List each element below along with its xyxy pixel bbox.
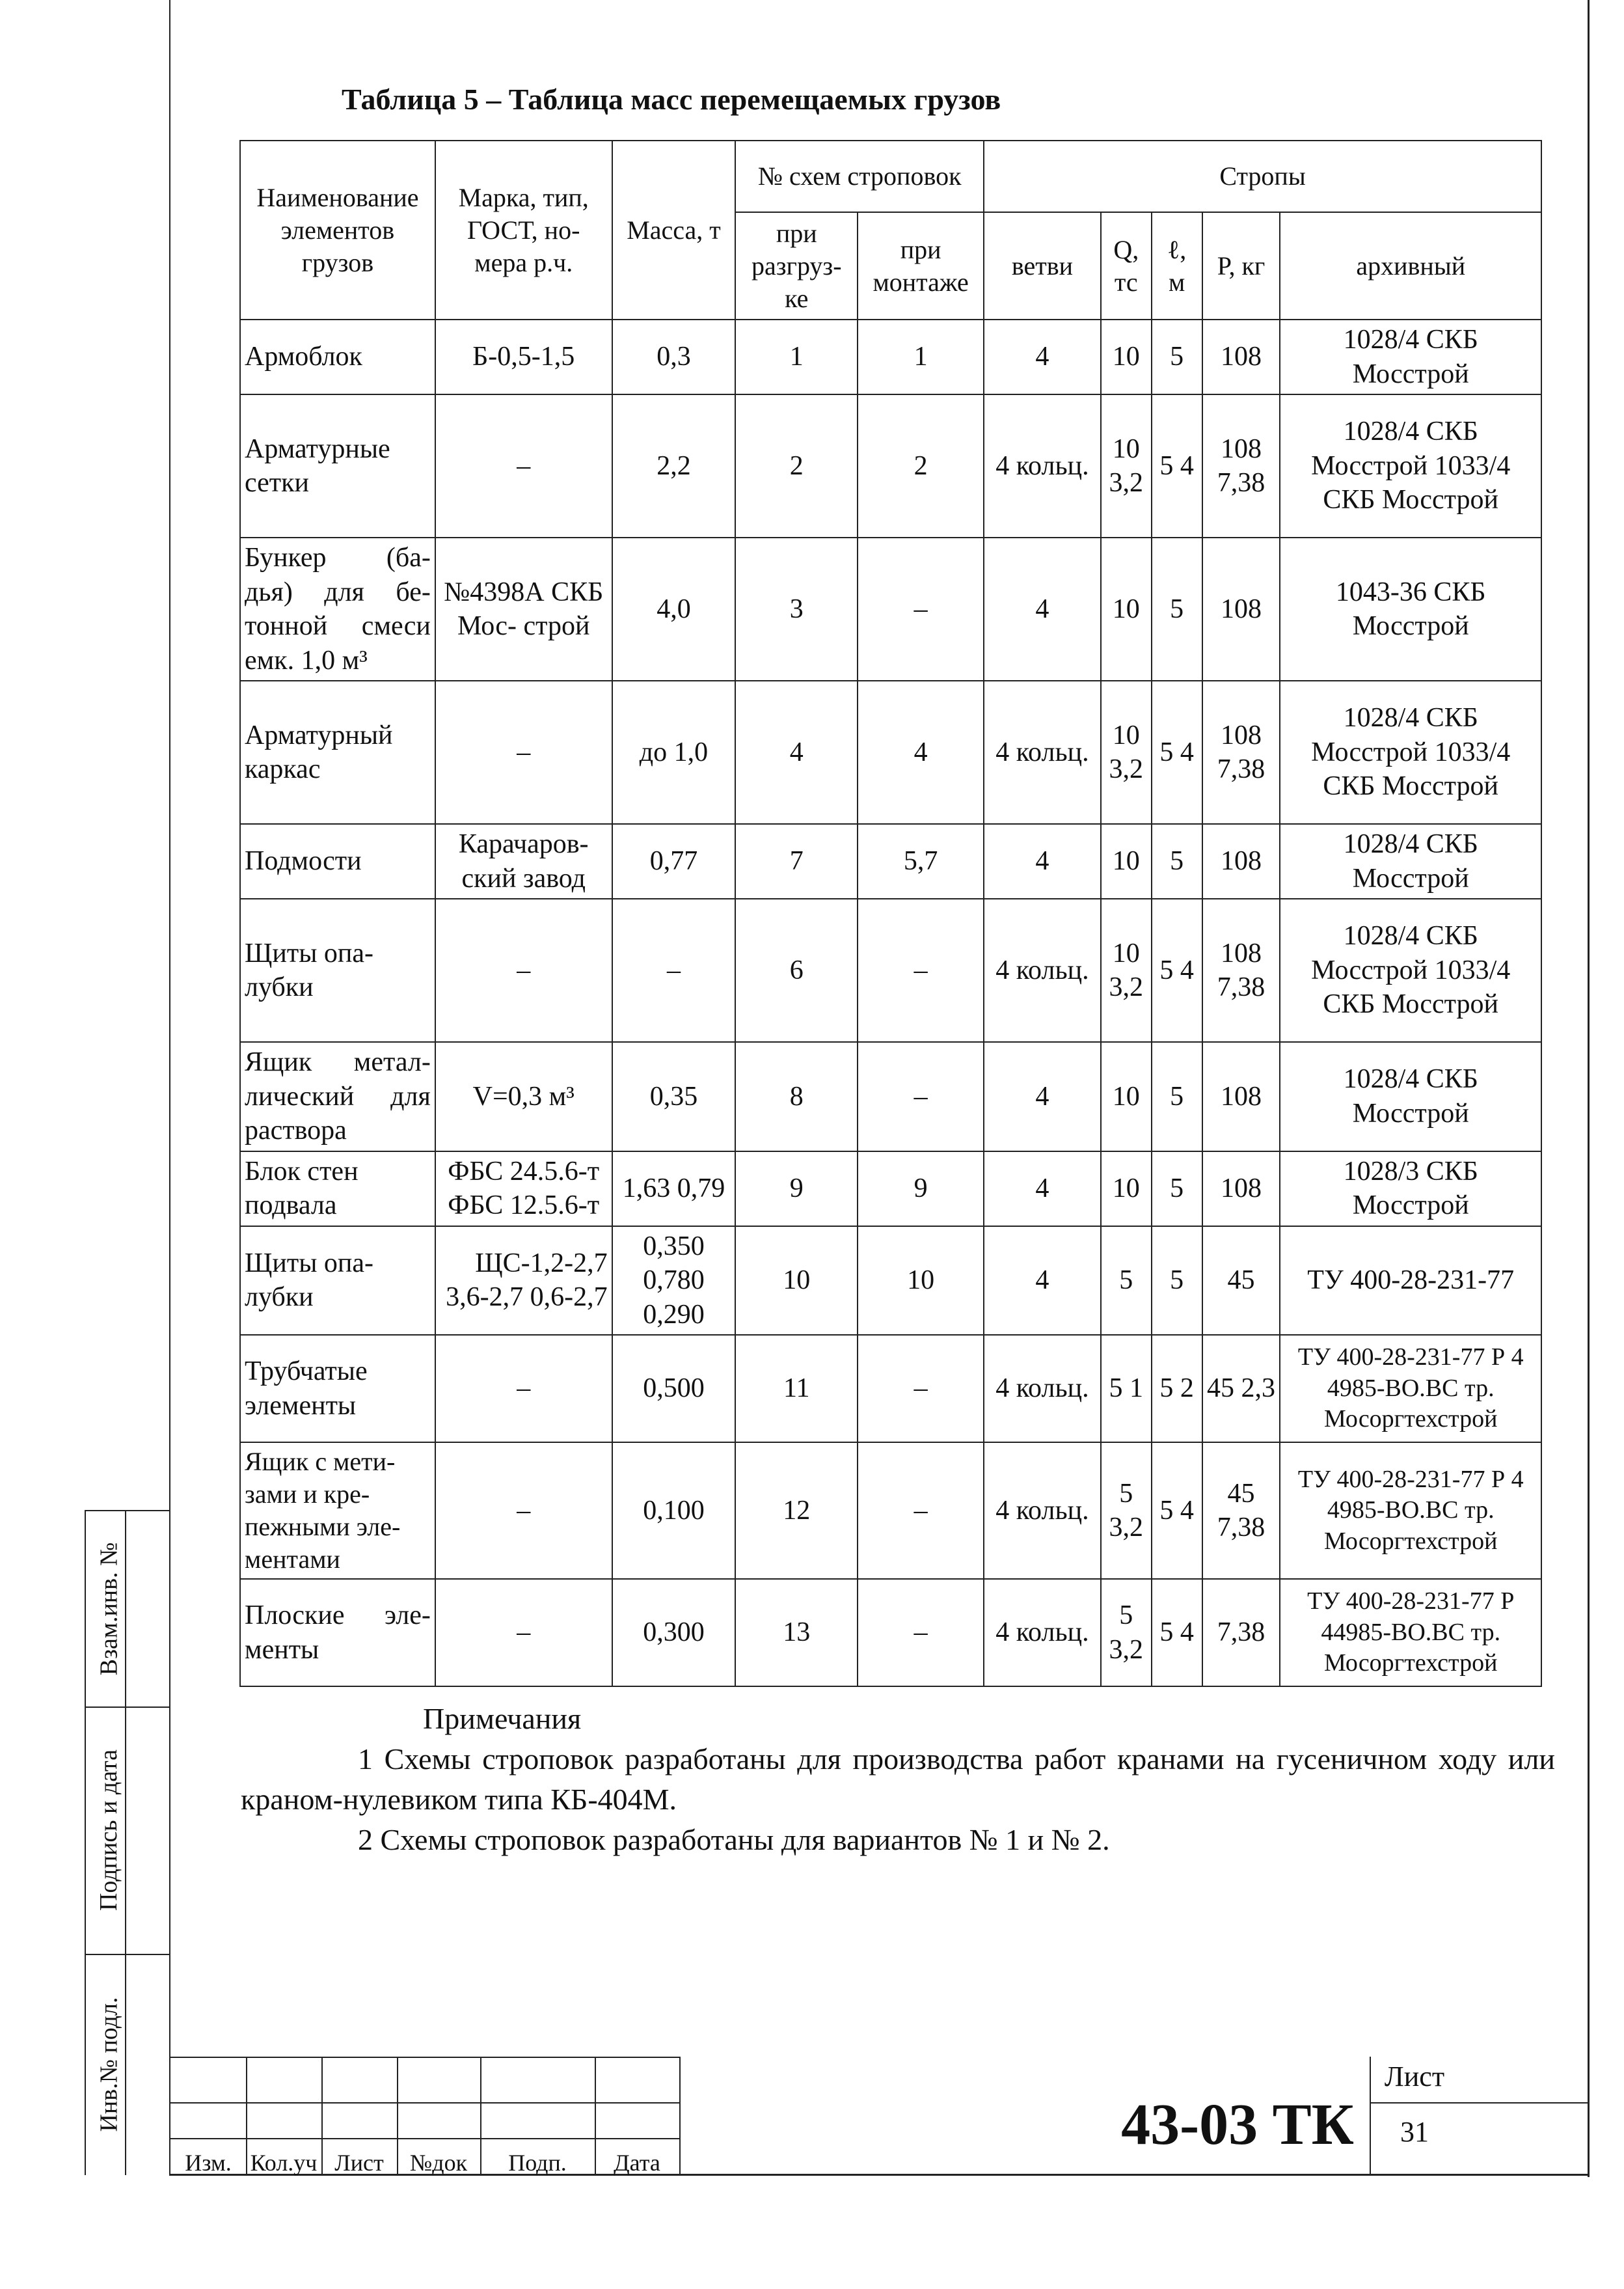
side-approval-strip: [85, 1510, 170, 2175]
loads-table: [239, 140, 1542, 1687]
table-row: Трубчатые элементы – 0,500 11 – 4 кольц. 5 1 5 2 45 2,3 ТУ 400-28-231-77 Р 4 4985-ВО.ВС тр. Мосоргтехстрой: [240, 1335, 1541, 1442]
table-row: Ящик метал- лический для раствора V=0,3 м³ 0,35 8 – 4 10 5 108 1028/4 СКБ Мосстрой: [240, 1042, 1541, 1151]
header-name: Наименование элементов грузов: [240, 141, 435, 320]
table-row: Плоские эле- менты – 0,300 13 – 4 кольц. 5 3,2 5 4 7,38 ТУ 400-28-231-77 Р 44985-ВО.ВС тр. Мосоргтехстрой: [240, 1579, 1541, 1686]
note-2: 2 Схемы строповок разработаны для вариантов № 1 и № 2.: [358, 1823, 1110, 1857]
header-mass: Масса, т: [612, 141, 736, 320]
document-code: 43-03 ТК: [1121, 2092, 1354, 2157]
title-block-stamp: [170, 2057, 1588, 2174]
table-row: Щиты опа- лубки – – 6 – 4 кольц. 10 3,2 5 4 108 7,38 1028/4 СКБ Мосстрой 1033/4 СКБ Мосстрой: [240, 899, 1541, 1042]
table-row: Арматурный каркас – до 1,0 4 4 4 кольц. 10 3,2 5 4 108 7,38 1028/4 СКБ Мосстрой 1033/4 СКБ Мосстрой: [240, 681, 1541, 824]
sheet-label: Лист: [1384, 2061, 1445, 2092]
side-label-inv-podl: Инв.№ подл.: [95, 1997, 123, 2132]
header-archive: архивный: [1280, 212, 1541, 320]
table-row: Армоблок Б-0,5-1,5 0,3 1 1 4 10 5 108 1028/4 СКБ Мосстрой: [240, 320, 1541, 394]
stamp-data: Дата: [614, 2150, 660, 2176]
notes-heading: Примечания: [423, 1702, 582, 1735]
stamp-ndok: №док: [409, 2150, 468, 2176]
note-1: 1 Схемы строповок разработаны для производства работ кранами на гусеничном ходу или краном-нулевиком типа КБ-404М.: [241, 1742, 1555, 1816]
notes-section: [241, 1699, 1555, 1860]
header-q: Q, тс: [1101, 212, 1152, 320]
table-row: Арматурные сетки – 2,2 2 2 4 кольц. 10 3,2 5 4 108 7,38 1028/4 СКБ Мосстрой 1033/4 СКБ Мосстрой: [240, 394, 1541, 538]
side-label-vzam: Взам.инв. №: [95, 1542, 123, 1676]
stamp-izm: Изм.: [185, 2150, 232, 2176]
table-row: Подмости Карачаров- ский завод 0,77 7 5,7 4 10 5 108 1028/4 СКБ Мосстрой: [240, 824, 1541, 899]
header-schemes: № схем строповок: [735, 141, 984, 212]
table-row: Щиты опа- лубки ЩС-1,2-2,7 3,6-2,7 0,6-2,7 0,350 0,780 0,290 10 10 4 5 5 45 ТУ 400-28-231-77: [240, 1226, 1541, 1336]
header-slings: Стропы: [984, 141, 1541, 212]
header-mark: Марка, тип, ГОСТ, но- мера р.ч.: [435, 141, 612, 320]
table-row: Блок стен подвала ФБС 24.5.6-т ФБС 12.5.6-т 1,63 0,79 9 9 4 10 5 108 1028/3 СКБ Мосстрой: [240, 1151, 1541, 1226]
table-title: Таблица 5 – Таблица масс перемещаемых грузов: [342, 83, 1001, 116]
header-l: ℓ, м: [1152, 212, 1202, 320]
sheet-number: 31: [1400, 2116, 1429, 2148]
header-p: P, кг: [1202, 212, 1280, 320]
stamp-kol: Кол.уч: [250, 2150, 318, 2176]
header-branches: ветви: [984, 212, 1101, 320]
header-mount: при монтаже: [858, 212, 984, 320]
table-row: Ящик с мети- зами и кре- пежными эле- ментами – 0,100 12 – 4 кольц. 5 3,2 5 4 45 7,38 ТУ 400-28-231-77 Р 4 4985-ВО.ВС тр. Мосоргтехстрой: [240, 1442, 1541, 1579]
frame-right-border: [1588, 0, 1590, 2177]
side-label-podpis: Подпись и дата: [95, 1749, 123, 1912]
stamp-list: Лист: [334, 2150, 384, 2176]
table-row: Бункер (ба- дья) для бе- тонной смеси емк. 1,0 м³ №4398А СКБ Мос- строй 4,0 3 – 4 10 5 108 1043-36 СКБ Мосстрой: [240, 538, 1541, 681]
stamp-podp: Подп.: [508, 2150, 567, 2176]
header-unload: при разгруз- ке: [735, 212, 858, 320]
